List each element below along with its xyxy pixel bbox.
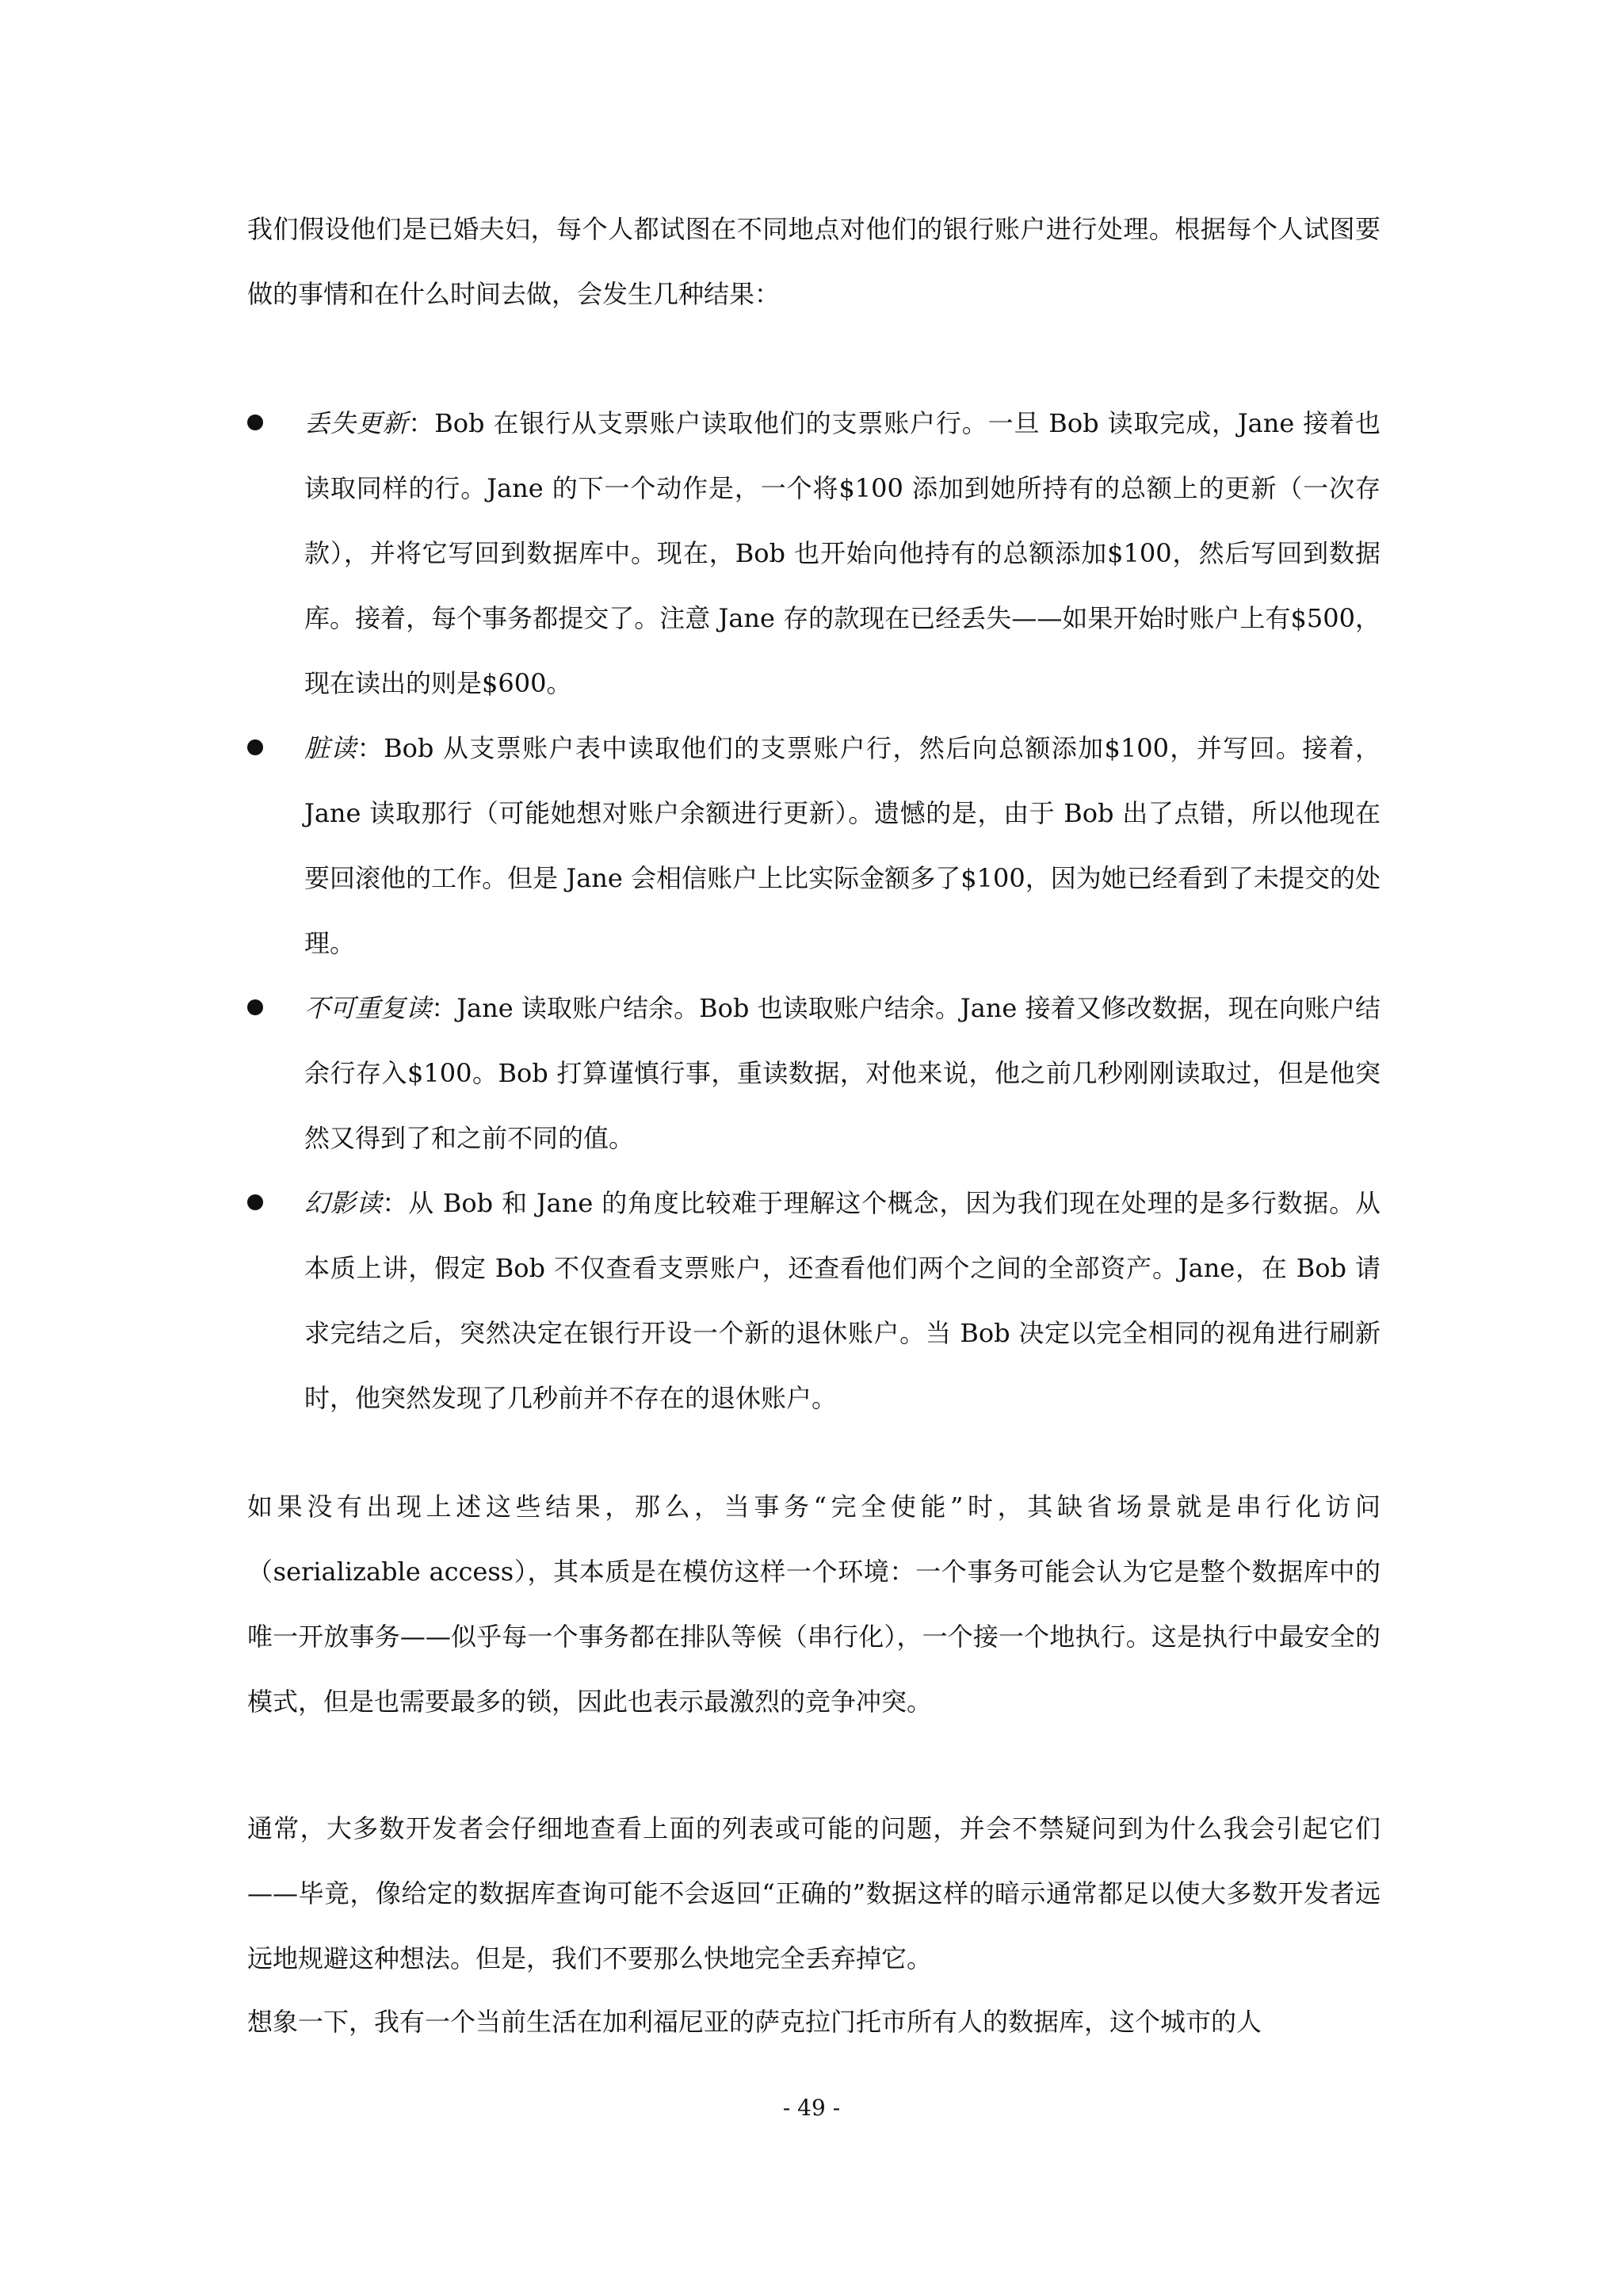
term-non-repeatable-read: 不可重复读: [304, 993, 432, 1023]
list-item: [247, 391, 1381, 716]
list-item: [247, 716, 1381, 976]
bullet-icon: [247, 739, 263, 755]
bullet-icon: [247, 999, 263, 1015]
bullet-icon: [247, 1194, 263, 1210]
sacramento-paragraph: 想象一下，我有一个当前生活在加利福尼亚的萨克拉门托市所有人的数据库，这个城市的人: [247, 2007, 1262, 2037]
term-dirty-read: 脏读: [304, 733, 357, 763]
list-item-text: ：从 Bob 和 Jane 的角度比较难于理解这个概念，因为我们现在处理的是多行数据。从本质上讲，假定 Bob 不仅查看支票账户，还查看他们两个之间的全部资产。Jane，在 Bob 请求完结之后，突然决定在银行开设一个新的退休账户。当 Bob 决定以完全相同的视角进行刷新时，他突然发现了几秒前并不存在的退休账户。: [304, 1188, 1381, 1413]
developers-paragraph: 通常，大多数开发者会仔细地查看上面的列表或可能的问题，并会不禁疑问到为什么我会引起它们——毕竟，像给定的数据库查询可能不会返回“正确的”数据这样的暗示通常都足以使大多数开发者远远地规避这种想法。但是，我们不要那么快地完全丢弃掉它。: [247, 1813, 1381, 1973]
bullet-icon: [247, 415, 263, 430]
list-item-text: ：Bob 在银行从支票账户读取他们的支票账户行。一旦 Bob 读取完成，Jane 接着也读取同样的行。Jane 的下一个动作是，一个将$100 添加到她所持有的总额上的更新（一次存款），并将它写回到数据库中。现在，Bob 也开始向他持有的总额添加$100，然后写回到数据库。接着，每个事务都提交了。注意 Jane 存的款现在已经丢失——如果开始时账户上有$500，现在读出的则是$600。: [304, 408, 1381, 698]
bullet-list: [247, 391, 1381, 1431]
list-item-text: ：Bob 从支票账户表中读取他们的支票账户行，然后向总额添加$100，并写回。接着，Jane 读取那行（可能她想对账户余额进行更新）。遗憾的是，由于 Bob 出了点错，所以他现在要回滚他的工作。但是 Jane 会相信账户上比实际金额多了$100，因为她已经看到了未提交的处理。: [304, 733, 1381, 958]
term-lost-update: 丢失更新: [304, 408, 409, 438]
list-item: [247, 1171, 1381, 1431]
list-item: [247, 976, 1381, 1171]
serializable-paragraph: 如果没有出现上述这些结果，那么，当事务“完全使能”时，其缺省场景就是串行化访问（serializable access），其本质是在模仿这样一个环境：一个事务可能会认为它是整个数据库中的唯一开放事务——似乎每一个事务都在排队等候（串行化），一个接一个地执行。这是执行中最安全的模式，但是也需要最多的锁，因此也表示最激烈的竞争冲突。: [247, 1492, 1381, 1717]
intro-paragraph: 我们假设他们是已婚夫妇，每个人都试图在不同地点对他们的银行账户进行处理。根据每个人试图要做的事情和在什么时间去做，会发生几种结果：: [247, 214, 1381, 309]
list-item-text: ：Jane 读取账户结余。Bob 也读取账户结余。Jane 接着又修改数据，现在向账户结余行存入$100。Bob 打算谨慎行事，重读数据，对他来说，他之前几秒刚刚读取过，但是他突然又得到了和之前不同的值。: [304, 993, 1381, 1153]
term-phantom-read: 幻影读: [304, 1188, 383, 1218]
page-number: - 49 -: [782, 2095, 841, 2121]
